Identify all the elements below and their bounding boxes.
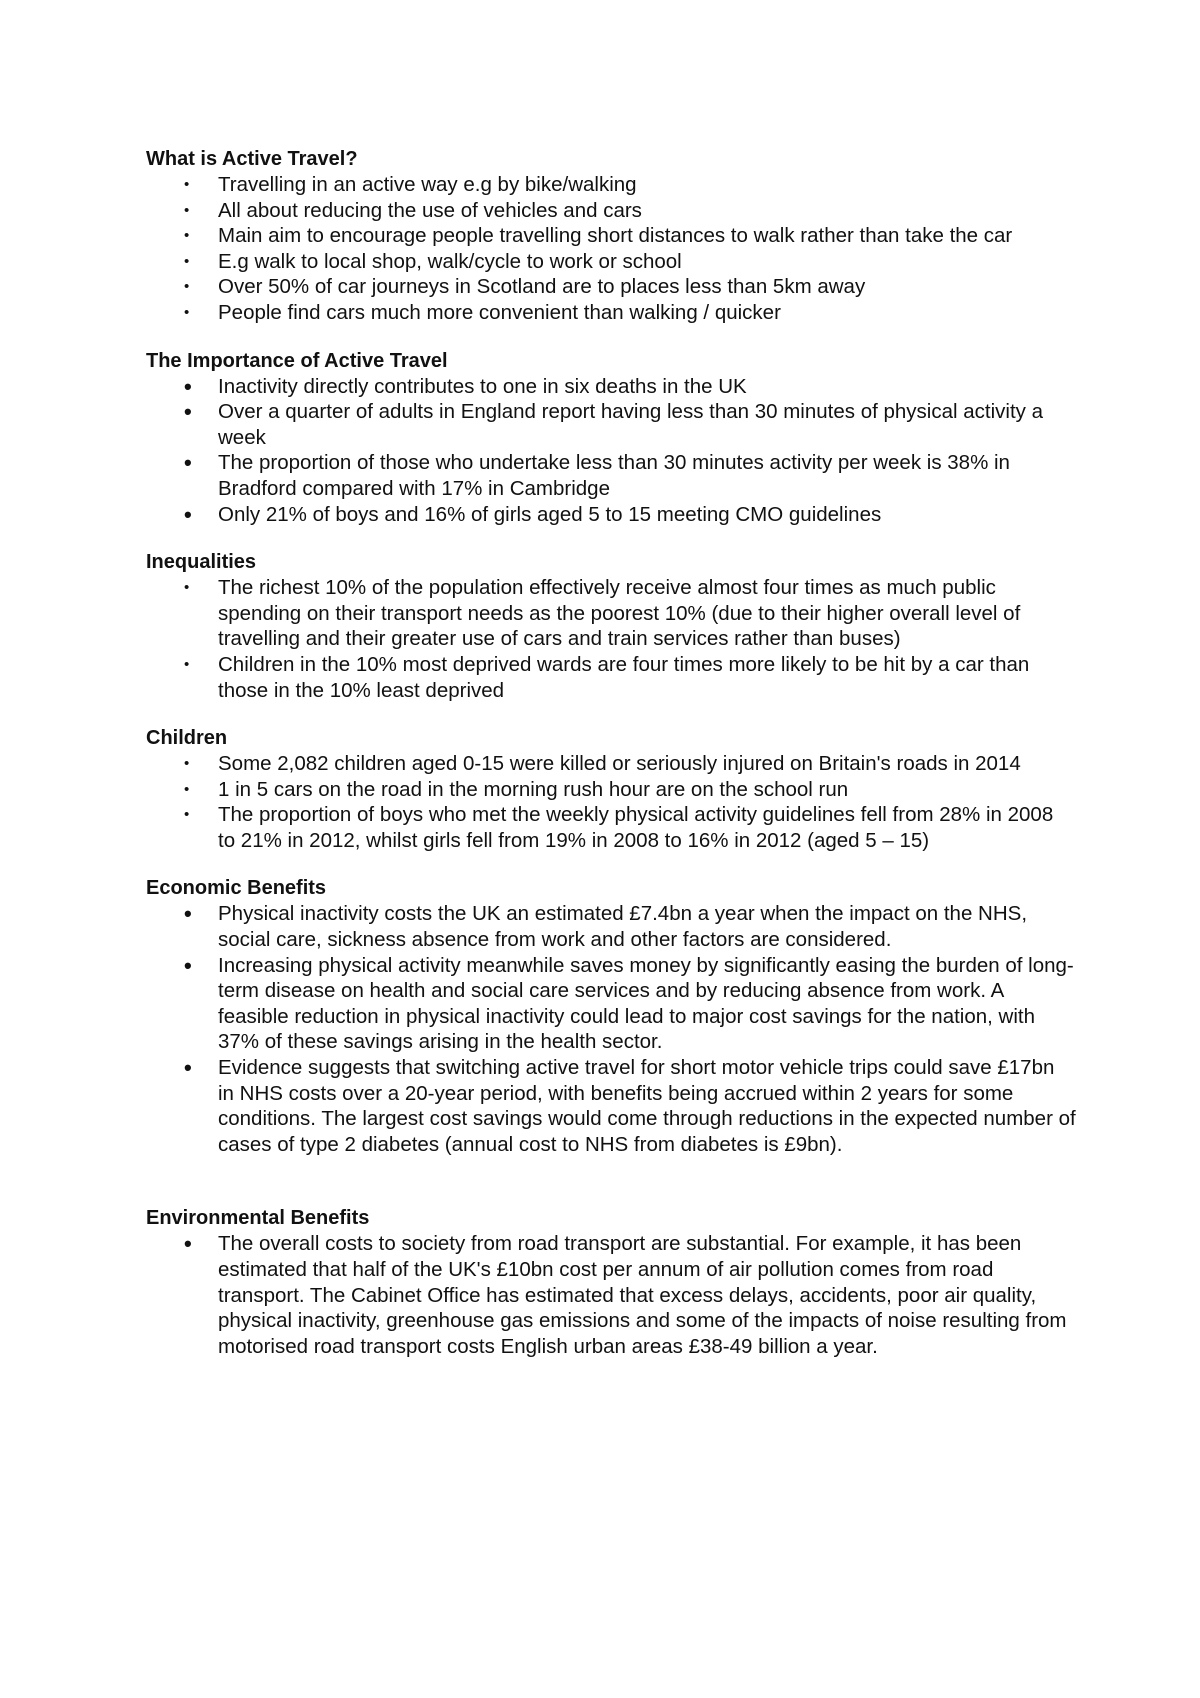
bullet-list (146, 374, 1076, 528)
list-item-text: All about reducing the use of vehicles and cars (218, 198, 642, 222)
bullet-marker: • (184, 579, 190, 597)
list-item (146, 802, 1076, 853)
list-item-text: Evidence suggests that switching active travel for short motor vehicle trips could save £17bn in NHS costs over a 20-year period, with benefits being accrued within 2 years for some conditions. The largest cost savings would come through reductions in the expected number of cases of type 2 diabetes (annual cost to NHS from diabetes is £9bn). (218, 1056, 1076, 1156)
list-item-text: Only 21% of boys and 16% of girls aged 5 to 15 meeting CMO guidelines (218, 502, 882, 526)
section-environmental-benefits (146, 1205, 1076, 1359)
bullet-marker: • (184, 399, 192, 425)
list-item (146, 274, 1076, 300)
list-item (146, 751, 1076, 777)
section-heading: Environmental Benefits (146, 1207, 370, 1230)
document-page (146, 146, 1076, 1359)
list-item (146, 223, 1076, 249)
list-item (146, 172, 1076, 198)
bullet-list (146, 901, 1076, 1157)
bullet-marker: • (184, 252, 190, 270)
list-item (146, 502, 1076, 528)
list-item (146, 450, 1076, 501)
bullet-marker: • (184, 952, 192, 978)
section-children (146, 725, 1076, 853)
bullet-marker: • (184, 1055, 192, 1081)
bullet-marker: • (184, 780, 190, 798)
section-heading: Economic Benefits (146, 877, 327, 900)
list-item-text: The proportion of those who undertake less than 30 minutes activity per week is 38% in Bradford compared with 17% in Cambridge (218, 451, 1010, 500)
list-item-text: Some 2,082 children aged 0-15 were killed or seriously injured on Britain's roads in 2014 (218, 752, 1021, 776)
list-item (146, 374, 1076, 400)
bullet-marker: • (184, 901, 192, 927)
bullet-list (146, 751, 1076, 853)
list-item (146, 300, 1076, 326)
bullet-marker: • (184, 373, 192, 399)
list-item-text: Over a quarter of adults in England report having less than 30 minutes of physical activity a week (218, 400, 1044, 449)
section-importance-of-active-travel (146, 348, 1076, 528)
list-item (146, 198, 1076, 224)
list-item (146, 1055, 1076, 1157)
list-item-text: Inactivity directly contributes to one in six deaths in the UK (218, 374, 747, 398)
bullet-list (146, 575, 1076, 703)
bullet-marker: • (184, 655, 190, 673)
section-heading: Children (146, 727, 228, 750)
list-item (146, 652, 1076, 703)
list-item-text: Main aim to encourage people travelling short distances to walk rather than take the car (218, 224, 1013, 248)
list-item-text: E.g walk to local shop, walk/cycle to work or school (218, 249, 682, 273)
list-item-text: Travelling in an active way e.g by bike/walking (218, 173, 637, 196)
list-item-text: Children in the 10% most deprived wards are four times more likely to be hit by a car than those in the 10% least deprived (218, 652, 1030, 702)
bullet-list (146, 172, 1076, 326)
section-economic-benefits (146, 875, 1076, 1157)
list-item-text: The richest 10% of the population effectively receive almost four times as much public spending on their transport needs as the poorest 10% (due to their higher overall level of travelling and their greater use of cars and train services rather than buses) (218, 576, 1021, 651)
list-item-text: 1 in 5 cars on the road in the morning rush hour are on the school run (218, 777, 849, 801)
list-item-text: Over 50% of car journeys in Scotland are to places less than 5km away (218, 275, 866, 299)
bullet-list (146, 1231, 1076, 1359)
list-item (146, 249, 1076, 275)
list-item (146, 575, 1076, 652)
bullet-marker: • (184, 755, 190, 773)
bullet-marker: • (184, 806, 190, 824)
bullet-marker: • (184, 227, 190, 245)
list-item (146, 901, 1076, 952)
bullet-marker: • (184, 176, 190, 193)
bullet-marker: • (184, 501, 192, 527)
section-inequalities (146, 549, 1076, 703)
section-heading: Inequalities (146, 551, 257, 574)
bullet-marker: • (184, 201, 190, 219)
list-item-text: Increasing physical activity meanwhile saves money by significantly easing the burden of long-term disease on health and social care services and by reducing absence from work. A feasible reduction in physical inactivity could lead to major cost savings for the nation, with 37% of these savings arising in the health sector. (218, 953, 1074, 1054)
list-item-text: The proportion of boys who met the weekly physical activity guidelines fell from 28% in 2008 to 21% in 2012, whilst girls fell from 19% in 2008 to 16% in 2012 (aged 5 – 15) (218, 803, 1054, 852)
list-item-text: The overall costs to society from road transport are substantial. For example, it has been estimated that half of the UK's £10bn cost per annum of air pollution comes from road transport. The Cabinet Office has estimated that excess delays, accidents, poor air quality, physical inactivity, greenhouse gas emissions and some of the impacts of noise resulting from motorised road transport costs English urban areas £38-49 billion a year. (218, 1232, 1067, 1358)
list-item (146, 1231, 1076, 1359)
section-what-is-active-travel (146, 146, 1076, 326)
bullet-marker: • (184, 1231, 192, 1257)
bullet-marker: • (184, 303, 190, 321)
list-item (146, 777, 1076, 803)
list-item-text: Physical inactivity costs the UK an estimated £7.4bn a year when the impact on the NHS, social care, sickness absence from work and other factors are considered. (218, 902, 1028, 952)
section-heading: The Importance of Active Travel (146, 349, 448, 372)
list-item (146, 399, 1076, 450)
section-heading: What is Active Travel? (146, 148, 358, 170)
list-item (146, 953, 1076, 1055)
bullet-marker: • (184, 278, 190, 296)
list-item-text: People find cars much more convenient than walking / quicker (218, 300, 781, 324)
bullet-marker: • (184, 450, 192, 476)
